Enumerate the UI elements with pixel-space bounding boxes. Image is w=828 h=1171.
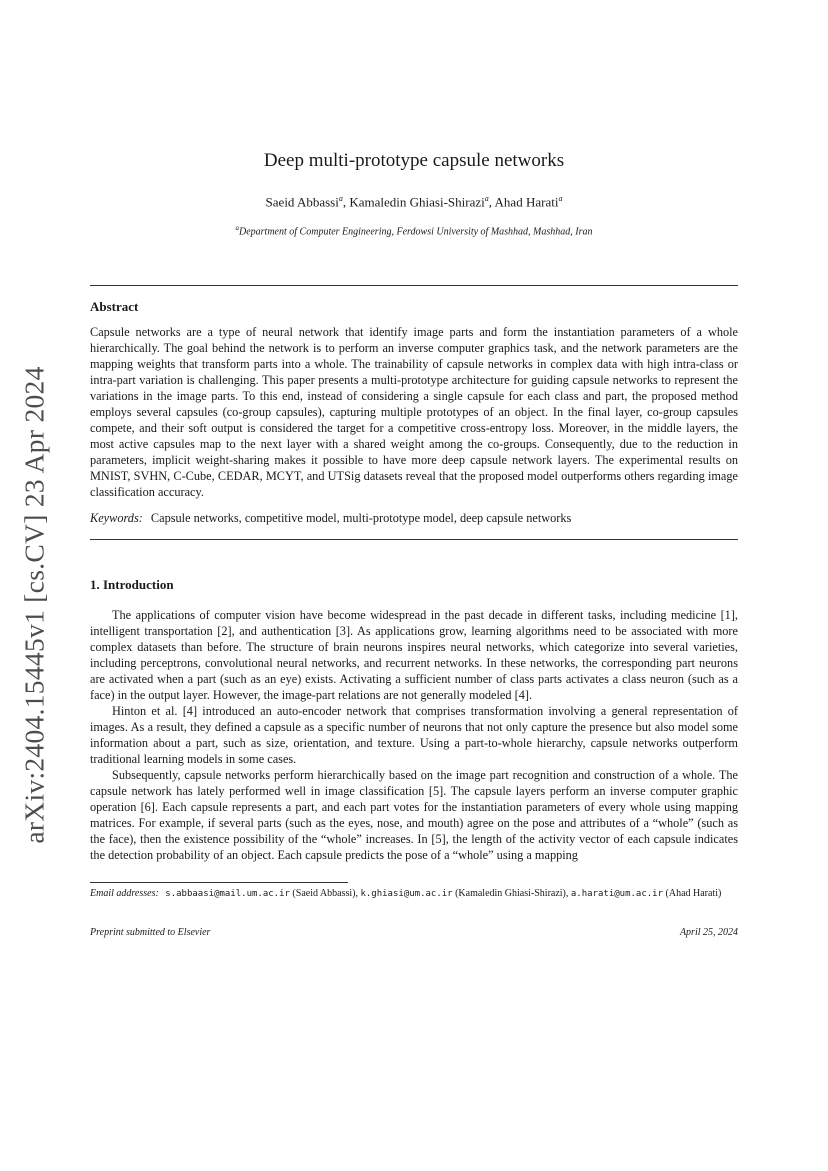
- keywords: [90, 510, 738, 526]
- email-link[interactable]: a.harati@um.ac.ir: [570, 888, 664, 899]
- footnote-label: Email addresses:: [90, 887, 159, 899]
- email-owner: (Kamaledin Ghiasi-Shirazi),: [455, 887, 569, 899]
- author-name: Ahad Harati: [494, 194, 559, 210]
- footnote-rule: [90, 882, 348, 883]
- email-link[interactable]: k.ghiasi@um.ac.ir: [360, 888, 453, 899]
- author-affiliation-mark: a: [484, 194, 489, 203]
- section-heading-introduction: 1. Introduction: [90, 576, 174, 592]
- author-affiliation-mark: a: [338, 194, 343, 203]
- email-owner: (Ahad Harati): [665, 887, 722, 899]
- abstract-top-rule: [90, 285, 738, 286]
- arxiv-identifier: arXiv:2404.15445v1 [cs.CV] 23 Apr 2024: [19, 366, 50, 844]
- footer-preprint-note: Preprint submitted to Elsevier: [90, 926, 211, 938]
- paper-page: [90, 150, 738, 938]
- affiliation-mark: a: [235, 224, 239, 233]
- author-name: Kamaledin Ghiasi-Shirazi: [349, 194, 485, 210]
- author-affiliation-mark: a: [558, 194, 563, 203]
- page-footer: [90, 927, 738, 938]
- arxiv-sidebar: [20, 360, 50, 850]
- paper-title: Deep multi-prototype capsule networks: [263, 150, 565, 171]
- email-owner: (Saeid Abbassi),: [292, 887, 358, 899]
- author-list: Saeid Abbassi$^a$, Kamaledin Ghiasi-Shirazi$^a$, Ahad Harati$^a$: [265, 194, 563, 210]
- footer-date: April 25, 2024: [679, 926, 738, 938]
- abstract-heading: Abstract: [90, 298, 139, 314]
- introduction-paragraph: The applications of computer vision have become widespread in the past decade in different tasks, including medicine [1], intelligent transportation [2], and authentication [3]. As applications grow, learning algorithms need to be associated with more complex datasets than before. The structure of brain neurons inspires neural networks, which categorize into several varieties, including perceptrons, convolutional neural networks, and recurrent networks. In these networks, the corresponding part neurons are activated when a part (such as an eye) exists. Activating a sufficient number of class parts activates a class neuron (such as a face) in the output layer. However, the image-part relations are not generally modeled [4].: [90, 607, 738, 702]
- affiliation-text: Department of Computer Engineering, Ferdowsi University of Mashhad, Mashhad, Iran: [239, 226, 593, 238]
- abstract-bottom-rule: [90, 539, 738, 540]
- author-name: Saeid Abbassi: [265, 194, 339, 210]
- introduction-paragraph: Subsequently, capsule networks perform hierarchically based on the image part recognition and construction of a whole. The capsule network has lately performed well in image classification [5]. The capsule layers perform an inverse computer graphic operation [6]. Each capsule represents a part, and each part votes for the instantiation parameters of every whole using mapping matrices. For example, if several parts (such as the eyes, nose, and mouth) agree on the pose and attributes of a “whole” (such as the face), then the existence possibility of the “whole” increases. In [5], the length of the activity vector of each capsule indicates the detection probability of an object. Each capsule predicts the pose of a “whole” using a mapping: [90, 767, 738, 862]
- keywords-text: Capsule networks, competitive model, multi-prototype model, deep capsule networks: [150, 510, 572, 525]
- abstract-text: Capsule networks are a type of neural network that identify image parts and form the instantiation parameters of a whole hierarchically. The goal behind the network is to perform an inverse computer graphics task, and the network parameters are the mapping weights that transform parts into a whole. The trainability of capsule networks in complex data with high intra-class or intra-part variation is challenging. This paper presents a multi-prototype architecture for guiding capsule networks to represent the variations in the image parts. To this end, instead of considering a single capsule for each class and part, the proposed method employs several capsules (co-group capsules), capturing multiple prototypes of an object. In the final layer, co-group capsules compete, and their soft output is considered the target for a competitive cross-entropy loss. Moreover, in the middle layers, the most active capsules map to the next layer with a shared weight among the co-groups. Consequently, due to the reduction in parameters, implicit weight-sharing makes it possible to have more deep capsule network layers. The experimental results on MNIST, SVHN, C-Cube, CEDAR, MCYT, and UTSig datasets reveal that the proposed model outperforms others regarding image classification accuracy.: [90, 324, 738, 499]
- introduction-paragraph: Hinton et al. [4] introduced an auto-encoder network that comprises transformation involving a general representation of images. As a result, they defined a capsule as a specific number of neurons that not only capture the presence but also model some information about a part, such as size, orientation, and texture. Using a part-to-whole hierarchy, capsule networks outperform traditional learning models in some cases.: [90, 703, 738, 766]
- affiliation: [90, 224, 738, 237]
- email-link[interactable]: s.abbaasi@mail.um.ac.ir: [165, 888, 290, 899]
- keywords-label: Keywords:: [90, 510, 143, 525]
- email-footnote: [90, 887, 738, 901]
